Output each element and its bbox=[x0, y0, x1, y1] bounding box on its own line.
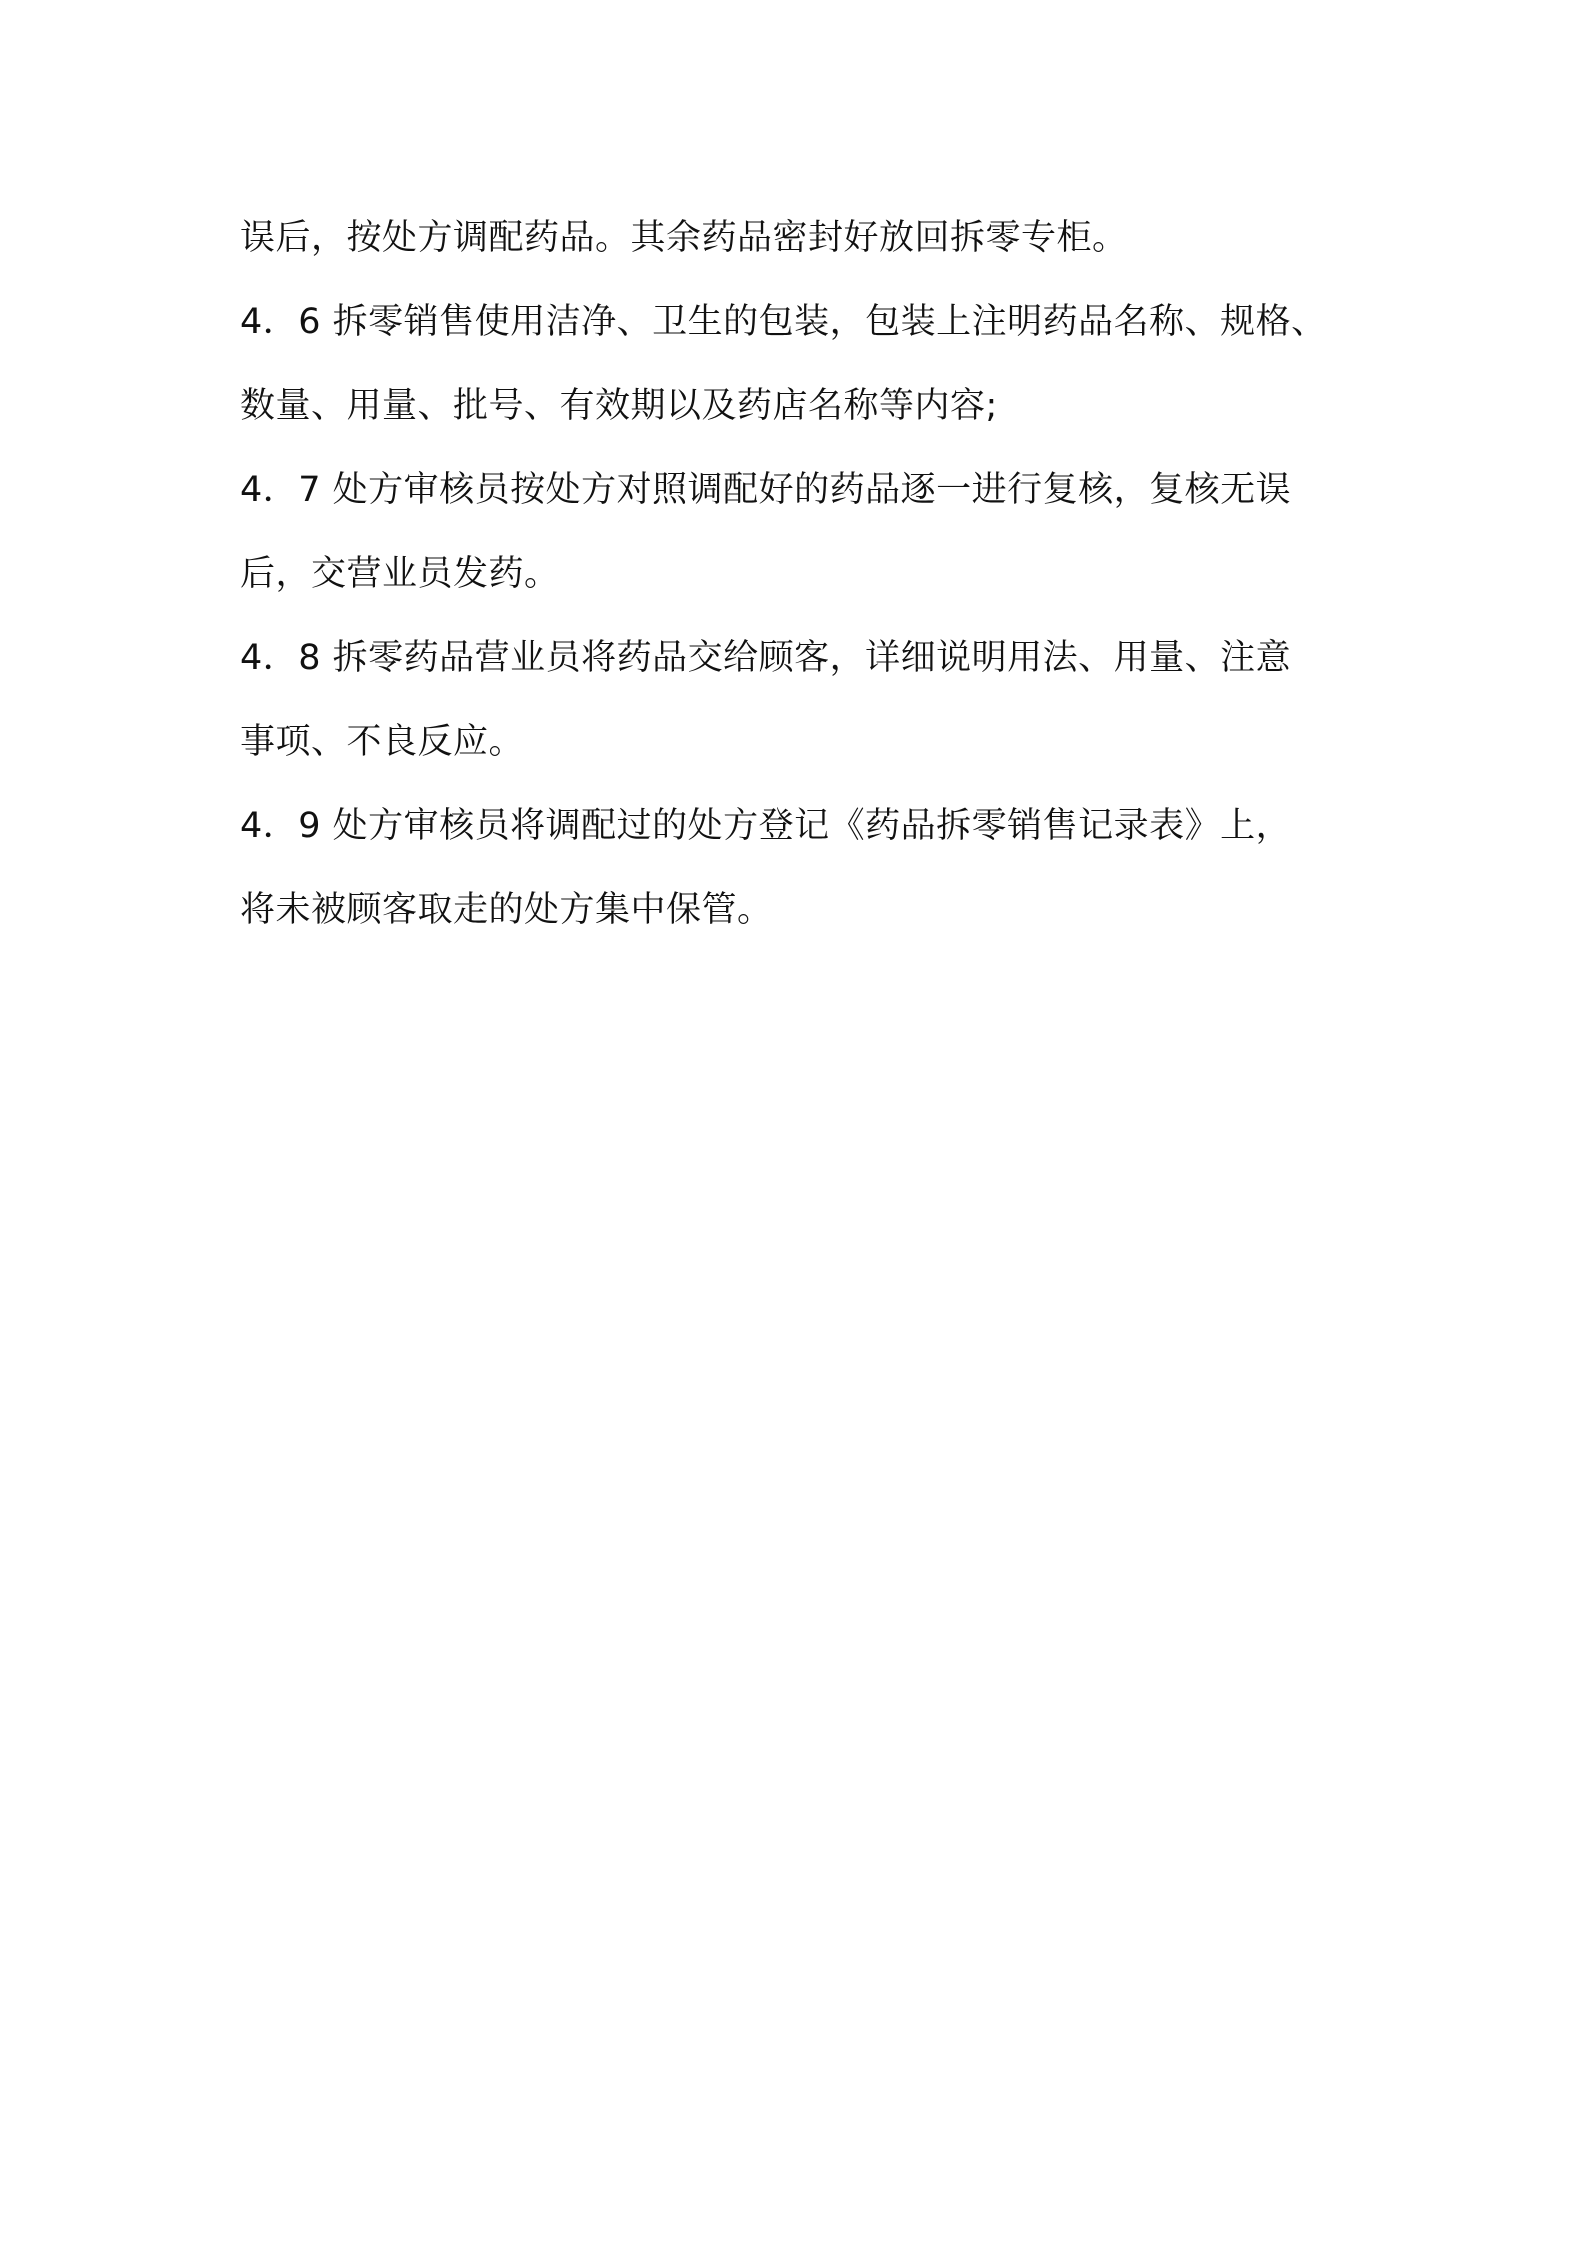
text-line: 后，交营业员发药。 bbox=[240, 554, 560, 594]
text-line: 4．6 拆零销售使用洁净、卫生的包装，包装上注明药品名称、规格、 bbox=[240, 302, 1327, 342]
text-line: 4．9 处方审核员将调配过的处方登记《药品拆零销售记录表》上， bbox=[240, 806, 1292, 846]
text-line: 数量、用量、批号、有效期以及药店名称等内容; bbox=[240, 386, 998, 426]
document-body bbox=[240, 196, 1370, 952]
text-line: 4．7 处方审核员按处方对照调配好的药品逐一进行复核，复核无误 bbox=[240, 470, 1292, 510]
text-line: 误后，按处方调配药品。其余药品密封好放回拆零专柜。 bbox=[240, 218, 1128, 258]
text-line: 将未被顾客取走的处方集中保管。 bbox=[240, 890, 773, 930]
text-line: 事项、不良反应。 bbox=[240, 722, 525, 762]
text-line: 4．8 拆零药品营业员将药品交给顾客，详细说明用法、用量、注意 bbox=[240, 638, 1292, 678]
